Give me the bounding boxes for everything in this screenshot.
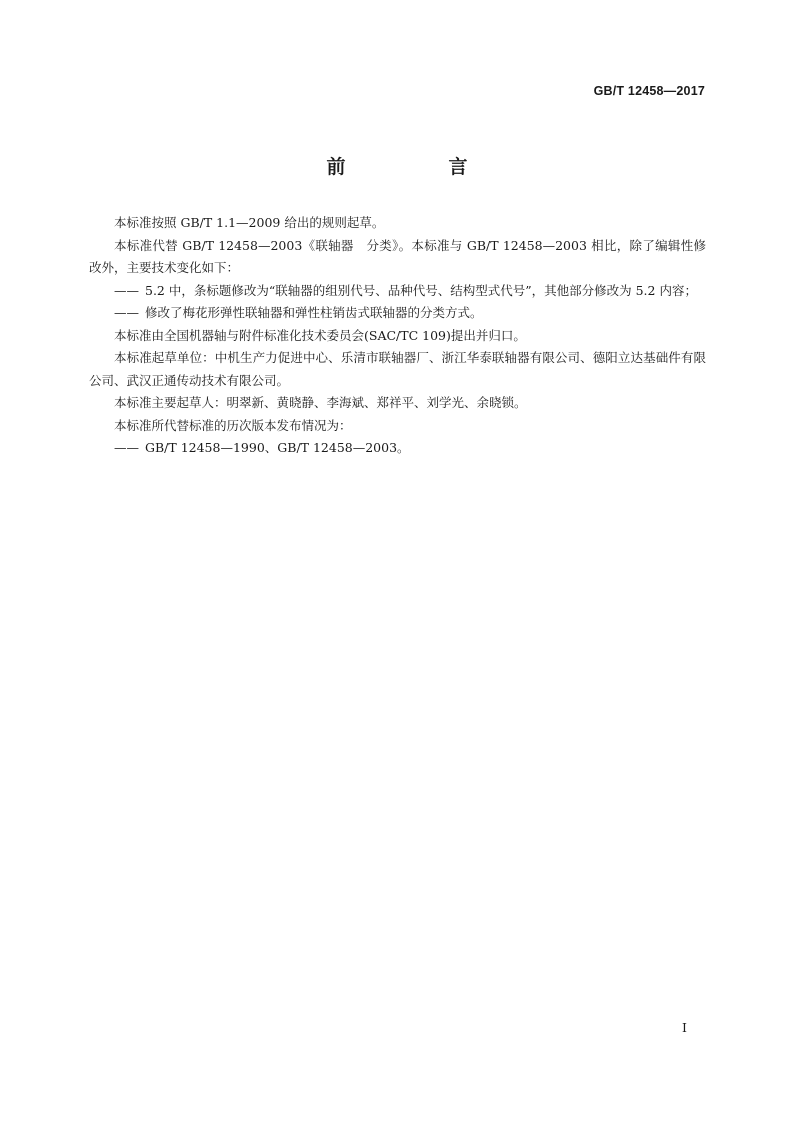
list-item (89, 302, 706, 325)
list-item-text: GB/T 12458—1990、GB/T 12458—2003。 (145, 440, 410, 455)
list-item (89, 280, 706, 303)
page-title: 前 言 (326, 156, 510, 178)
foreword-body (89, 212, 706, 460)
list-dash: —— (114, 282, 139, 298)
standard-code: GB/T 12458—2017 (593, 84, 705, 98)
paragraph: 本标准代替 GB/T 12458—2003《联轴器 分类》。本标准与 GB/T 12458—2003 相比，除了编辑性修改外，主要技术变化如下： (89, 237, 706, 275)
list-item (89, 437, 706, 460)
list-dash: —— (114, 440, 139, 455)
list-item-text: 5.2 中，条标题修改为“联轴器的组别代号、品种代号、结构型式代号”，其他部分修改为 5.2 内容； (145, 282, 697, 298)
paragraph: 本标准起草单位：中机生产力促进中心、乐清市联轴器厂、浙江华泰联轴器有限公司、德阳立达基础件有限公司、武汉正通传动技术有限公司。 (89, 350, 706, 388)
list-item-text: 修改了梅花形弹性联轴器和弹性柱销齿式联轴器的分类方式。 (145, 305, 483, 320)
paragraph: 本标准所代替标准的历次版本发布情况为： (114, 417, 352, 433)
paragraph: 本标准由全国机器轴与附件标准化技术委员会(SAC/TC 109)提出并归口。 (114, 327, 526, 343)
paragraph: 本标准按照 GB/T 1.1—2009 给出的规则起草。 (114, 215, 385, 230)
list-dash: —— (114, 305, 139, 320)
paragraph: 本标准主要起草人：明翠新、黄晓静、李海斌、郑祥平、刘学光、余晓锁。 (114, 395, 527, 410)
page-number: I (682, 1020, 687, 1035)
